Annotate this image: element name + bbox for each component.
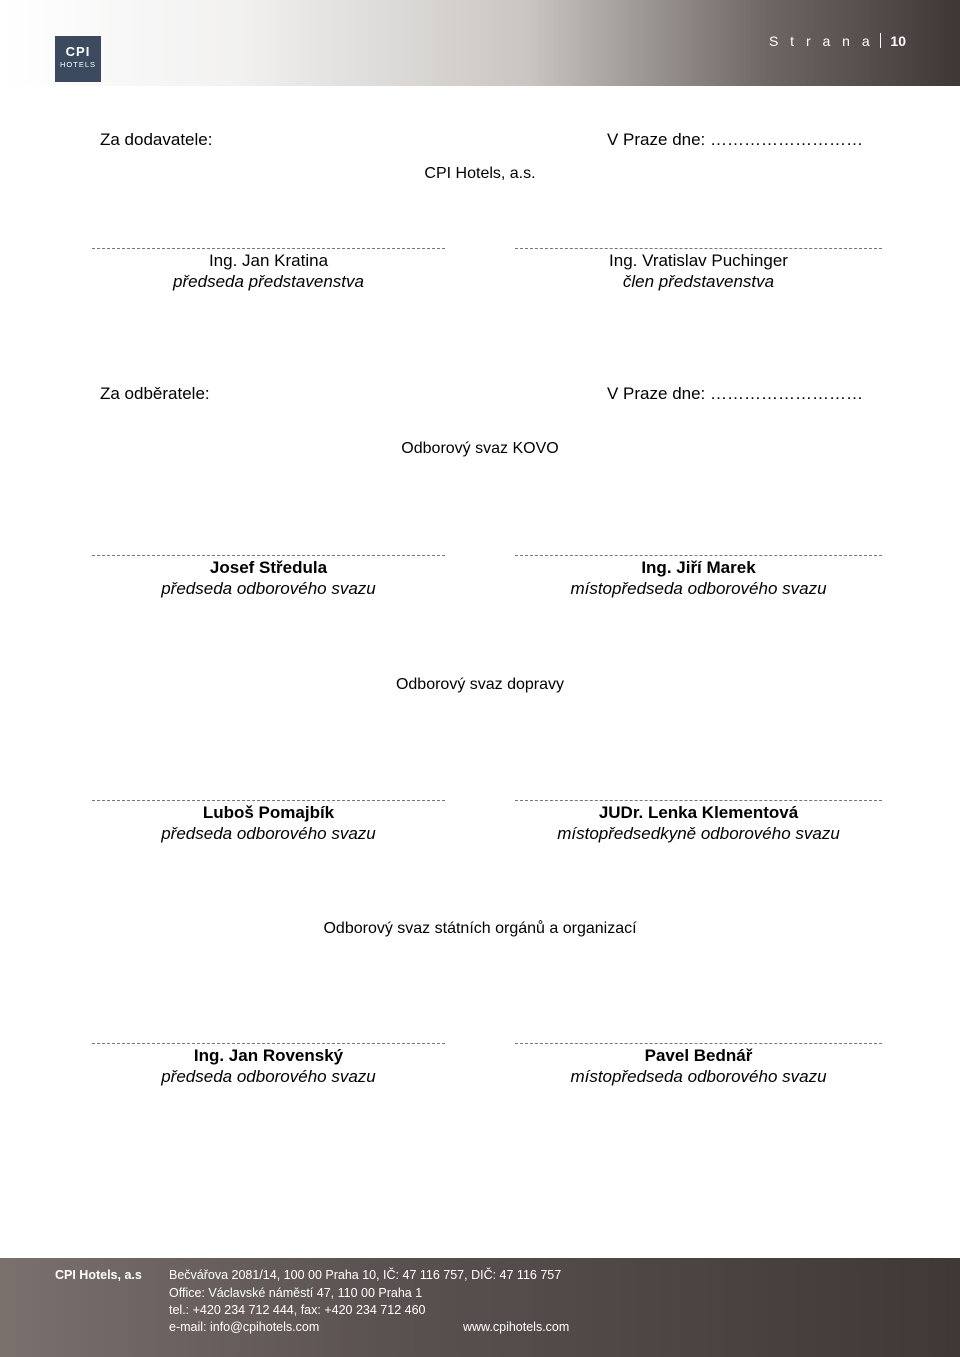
signature-line <box>92 800 445 801</box>
footer-email: e-mail: info@cpihotels.com <box>169 1320 320 1334</box>
supplier-company: CPI Hotels, a.s. <box>424 165 536 182</box>
signatory-name: Ing. Jan Rovenský <box>193 1046 344 1065</box>
signatory-role: místopředseda odborového svazu <box>570 579 827 598</box>
page-label: S t r a n a <box>768 33 874 49</box>
signatory-name: Ing. Jan Kratina <box>208 251 329 270</box>
customer-date: V Praze dne: ……………………… <box>607 384 864 403</box>
signature-block-bednar <box>515 1043 882 1087</box>
page-number-value: 10 <box>890 33 906 49</box>
signature-line <box>515 1043 882 1044</box>
signatory-role: místopředseda odborového svazu <box>570 1067 827 1086</box>
signature-line <box>515 248 882 249</box>
signature-block-marek <box>515 555 882 599</box>
signature-line <box>515 555 882 556</box>
signatory-role: předseda představenstva <box>173 272 364 291</box>
signatory-name: Ing. Jiří Marek <box>641 558 756 577</box>
page-number <box>769 33 906 49</box>
footer-phone: tel.: +420 234 712 444, fax: +420 234 712 460 <box>169 1303 426 1317</box>
signature-block-kratina <box>92 248 445 292</box>
footer-company: CPI Hotels, a.s <box>55 1268 142 1282</box>
signatory-role: předseda odborového svazu <box>161 824 376 843</box>
signatory-name: Luboš Pomajbík <box>202 803 335 822</box>
signatory-role: předseda odborového svazu <box>161 1067 376 1086</box>
signature-line <box>515 800 882 801</box>
footer-address: Bečvářova 2081/14, 100 00 Praha 10, IČ: 47 116 757, DIČ: 47 116 757 <box>169 1268 562 1282</box>
footer-web: www.cpihotels.com <box>463 1320 570 1334</box>
signature-block-klementova <box>515 800 882 844</box>
signatory-name: JUDr. Lenka Klementová <box>598 803 799 822</box>
union-title-doprava: Odborový svaz dopravy <box>395 676 565 693</box>
page-header <box>0 0 960 86</box>
union-title-statni-organy: Odborový svaz státních orgánů a organizací <box>323 920 637 937</box>
signature-block-stredula <box>92 555 445 599</box>
signature-block-rovensky <box>92 1043 445 1087</box>
page-number-divider <box>880 33 881 48</box>
signatory-name: Ing. Vratislav Puchinger <box>609 251 788 270</box>
signature-line <box>92 1043 445 1044</box>
supplier-label: Za dodavatele: <box>100 130 213 149</box>
signatory-name: Josef Středula <box>209 558 328 577</box>
cpi-hotels-logo: CPI HOTELS <box>55 36 101 82</box>
footer-office: Office: Václavské náměstí 47, 110 00 Praha 1 <box>169 1286 423 1300</box>
signature-block-puchinger <box>515 248 882 292</box>
signature-block-pomajbik <box>92 800 445 844</box>
signatory-role: místopředsedkyně odborového svazu <box>557 824 840 843</box>
supplier-date: V Praze dne: ……………………… <box>607 130 864 149</box>
signatory-role: člen představenstva <box>622 272 775 291</box>
signature-line <box>92 248 445 249</box>
page-footer <box>0 1258 960 1357</box>
signatory-role: předseda odborového svazu <box>161 579 376 598</box>
customer-label: Za odběratele: <box>100 384 210 403</box>
signatory-name: Pavel Bednář <box>644 1046 753 1065</box>
signature-line <box>92 555 445 556</box>
union-title-kovo: Odborový svaz KOVO <box>401 440 559 457</box>
